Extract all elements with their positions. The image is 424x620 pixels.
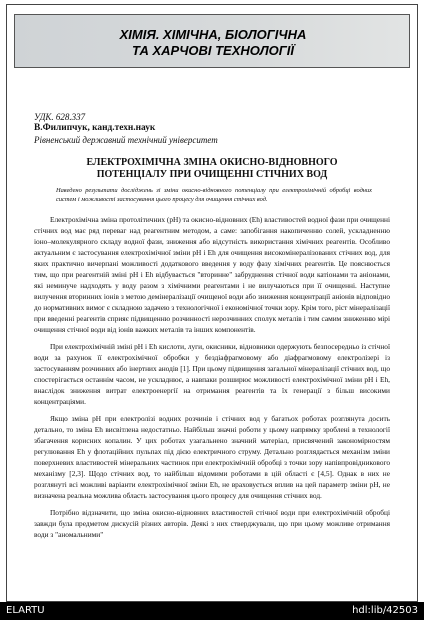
abstract: Наведено результати досліджень зі зміни окисно-відновного потенціалу при електрохімічній обробці водних систем і можливості застосування цього процесу для очищення стічних вод. xyxy=(56,187,372,203)
udc-code: УДК. 628.337 xyxy=(34,112,86,122)
repository-footer-bar xyxy=(0,602,424,620)
article-title-line1: ЕЛЕКТРОХІМІЧНА ЗМІНА ОКИСНО-ВІДНОВНОГО xyxy=(86,157,338,168)
author-affiliation: Рівненський державний технічний університет xyxy=(34,135,218,145)
body-paragraph-3: Якщо зміна pH при електролізі водних розчинів і стічних вод у багатьох роботах розглянута досить детально, то зміна Eh висвітлена недостатньо. Найбільш значні роботи у цьому напрямку зроблені в технології збагачення корисних копалин. У цих роботах узагальнено значний матеріал, присвячений закономірностям регулювання Eh у флотаційних пульпах під дією електричного струму. Детально розглядається механізм зміни поверхневих властивостей мінеральних частинок при електрохімічній обробці з точки зору напівпровідникового механізму [2,3]. Щодо стічних вод, то найбільш відомими роботами в цій області є [4,5]. Однак в них не розглянуті всі можливі варіанти електрохімічної зміни Eh, не враховується вплив на цей параметр зміни pH, не визначена реальна можлива область застосування цього процесу для очищення стічних вод. xyxy=(34,414,390,500)
journal-section-title-line1: ХІМІЯ. ХІМІЧНА, БІОЛОГІЧНА xyxy=(119,27,307,42)
handle-identifier[interactable]: hdl:lib/42503 xyxy=(352,605,418,616)
repository-name: ELARTU xyxy=(6,605,45,616)
journal-section-title-line2: ТА ХАРЧОВІ ТЕХНОЛОГІЇ xyxy=(132,43,294,58)
article-body xyxy=(34,214,390,546)
author-name: В.Филипчук, канд.техн.наук xyxy=(34,123,156,133)
body-paragraph-4: Потрібно відзначити, що зміна окисно-відновних властивостей стічної води при електрохімічній обробці завжди була предметом дискусій різних авторів. Деякі з них стверджували, що при цьому можливе отримання води з "аномальними" xyxy=(34,508,390,539)
journal-header-banner xyxy=(14,14,410,68)
body-paragraph-1: Електрохімічна зміна протолітичних (pH) та окисно-відновних (Eh) властивостей водної фази при очищенні стічних вод має ряд переваг над реагентним методом, а саме: запобігання накопиченню солей, ускладненню іоно–молекулярного складу водної фази, зниження або відсутність використання хімічних реагентів. Особливо актуальним є застосування електрохімічної зміни pH і Eh для очищення високомінералізованих стічних вод, для яких практично вичерпані можливості додаткового введення у воду фазу хімічних реагентів. Це пояснюється тим, що при реагентній зміні pH і Eh відбувається "вторинне" забруднення стічної води катіонами та аніонами, які неминуче надходять у воду разом з хімічними реагентами і не вилучаються при її очищенні. Наступне вилучення вторинних іонів з метою демінералізації очищеної води або зниження концентрації аніонів відповідно до нормативних вимог є складною задачею з технологічної і економічної точки зору. Крім того, ріст мінералізації при введенні реагентів сприяє підвищенню розчинності нерозчинних сполук металів і тим самим зниженню мірі очищення стічної води від іонів важких металів та інших компонентів. xyxy=(34,215,390,334)
article-title-line2: ПОТЕНЦІАЛУ ПРИ ОЧИЩЕННІ СТІЧНИХ ВОД xyxy=(96,169,328,180)
body-paragraph-2: При електрохімічній зміні pH і Eh кислоти, луги, окисники, відновники одержують безпосередньо із стічної води за рахунок її електрохімічної обробки у бездіафрагмовому або діафрагмовому електролізері із застосуванням розчинних або інертних анодів [1]. При цьому підвищення загальної мінералізації стічних вод, що спостерігається останнім часом, не ускладнює, а навпаки розширює можливості електрохімічної зміни pH і Eh, внаслідок зниження витрат електроенергії на отримання реагентів та їх генерації з більш високими концентраціями. xyxy=(34,342,390,406)
